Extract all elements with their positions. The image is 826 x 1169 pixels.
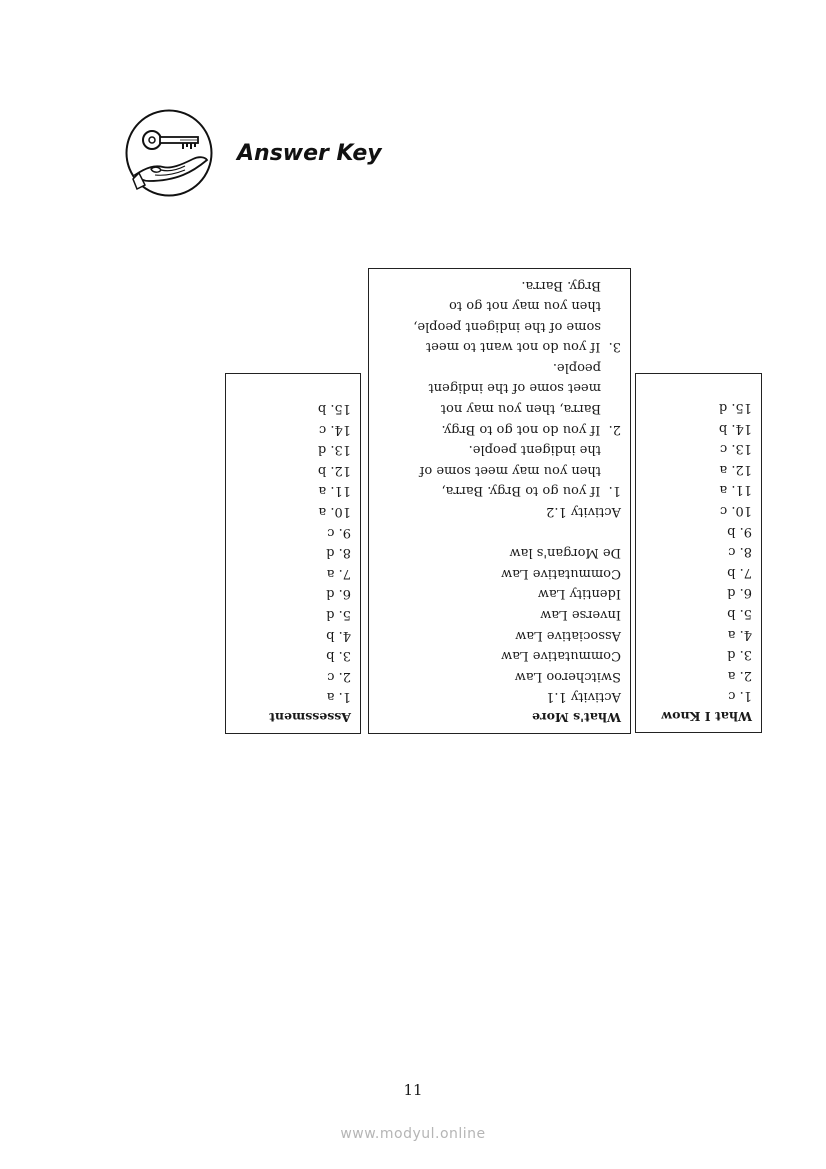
what-i-know-box xyxy=(635,373,762,733)
answer-item: 14. c xyxy=(318,421,351,437)
answer-item: 5. b xyxy=(727,606,752,622)
answer-line: 1. If you go to Brgy. Barra, xyxy=(441,483,621,499)
assessment-box xyxy=(225,373,361,734)
answer-line: then you may meet some of xyxy=(419,462,601,478)
answer-item: 9. c xyxy=(327,524,351,540)
spacer xyxy=(378,521,621,542)
answer-item: 7. b xyxy=(727,564,752,580)
answer-item: 13. d xyxy=(317,442,351,458)
page-number: 11 xyxy=(403,1081,423,1099)
answer-line: some of the indigent people, xyxy=(413,318,601,334)
answer-item: 1. c xyxy=(728,688,752,704)
answer-item: 11. a xyxy=(318,483,351,499)
answer-line: then you may not go to xyxy=(449,298,601,314)
answer-item: 2. c xyxy=(327,668,351,684)
answer-item: 12. b xyxy=(317,462,351,478)
answer-item: 11. a xyxy=(719,482,752,498)
answer-line: people. xyxy=(552,359,601,375)
answer-item: 5. d xyxy=(326,607,351,623)
answer-line: 2. If you do not go to Brgy. xyxy=(441,421,621,437)
answer-item: 9. b xyxy=(727,523,752,539)
answer-item: 1. a xyxy=(326,689,351,705)
answer-item: 4. a xyxy=(727,626,752,642)
answer-line: the indigent people. xyxy=(468,442,601,458)
page-title: Answer Key xyxy=(237,141,382,166)
answer-item: 2. a xyxy=(727,667,752,683)
assessment-title: Assessment xyxy=(269,710,351,725)
answer-item: De Morgan's law xyxy=(509,545,621,561)
answer-item: 3. d xyxy=(727,647,752,663)
answer-item: Commutative Law xyxy=(501,565,621,581)
answer-item: 13. c xyxy=(719,441,752,457)
answer-item: Inverse Law xyxy=(540,607,621,623)
answer-item: 7. a xyxy=(326,565,351,581)
answer-line: Brgy. Barra. xyxy=(521,277,601,293)
activity-title: Activity 1.2 xyxy=(546,504,621,520)
answer-item: 12. a xyxy=(719,461,752,477)
answer-line: Barra, then you may not xyxy=(440,401,601,417)
answer-item: Associative Law xyxy=(515,627,621,643)
activity-title: Activity 1.1 xyxy=(546,689,621,705)
what-i-know-title: What I Know xyxy=(661,709,752,724)
key-in-hand-icon xyxy=(125,109,213,197)
whats-more-box xyxy=(368,268,631,734)
answer-item: Switcheroo Law xyxy=(514,668,621,684)
answer-item: 3. b xyxy=(326,648,351,664)
answer-item: 8. c xyxy=(728,544,752,560)
whats-more-title: What's More xyxy=(532,710,621,725)
answer-item: 14. b xyxy=(718,420,752,436)
answer-item: 4. b xyxy=(326,627,351,643)
answer-line: meet some of the indigent xyxy=(428,380,601,396)
answer-item: 15. d xyxy=(718,400,752,416)
answer-item: 6. d xyxy=(727,585,752,601)
answer-line: 3. If you do not want to meet xyxy=(426,339,621,355)
answer-item: 15. b xyxy=(317,401,351,417)
answer-item: 10. c xyxy=(719,503,752,519)
answer-item: 8. d xyxy=(326,545,351,561)
answer-item: Identity Law xyxy=(537,586,621,602)
answer-item: 6. d xyxy=(326,586,351,602)
answer-item: 10. a xyxy=(318,504,351,520)
watermark: www.modyul.online xyxy=(340,1126,486,1142)
answer-item: Commutative Law xyxy=(501,648,621,664)
